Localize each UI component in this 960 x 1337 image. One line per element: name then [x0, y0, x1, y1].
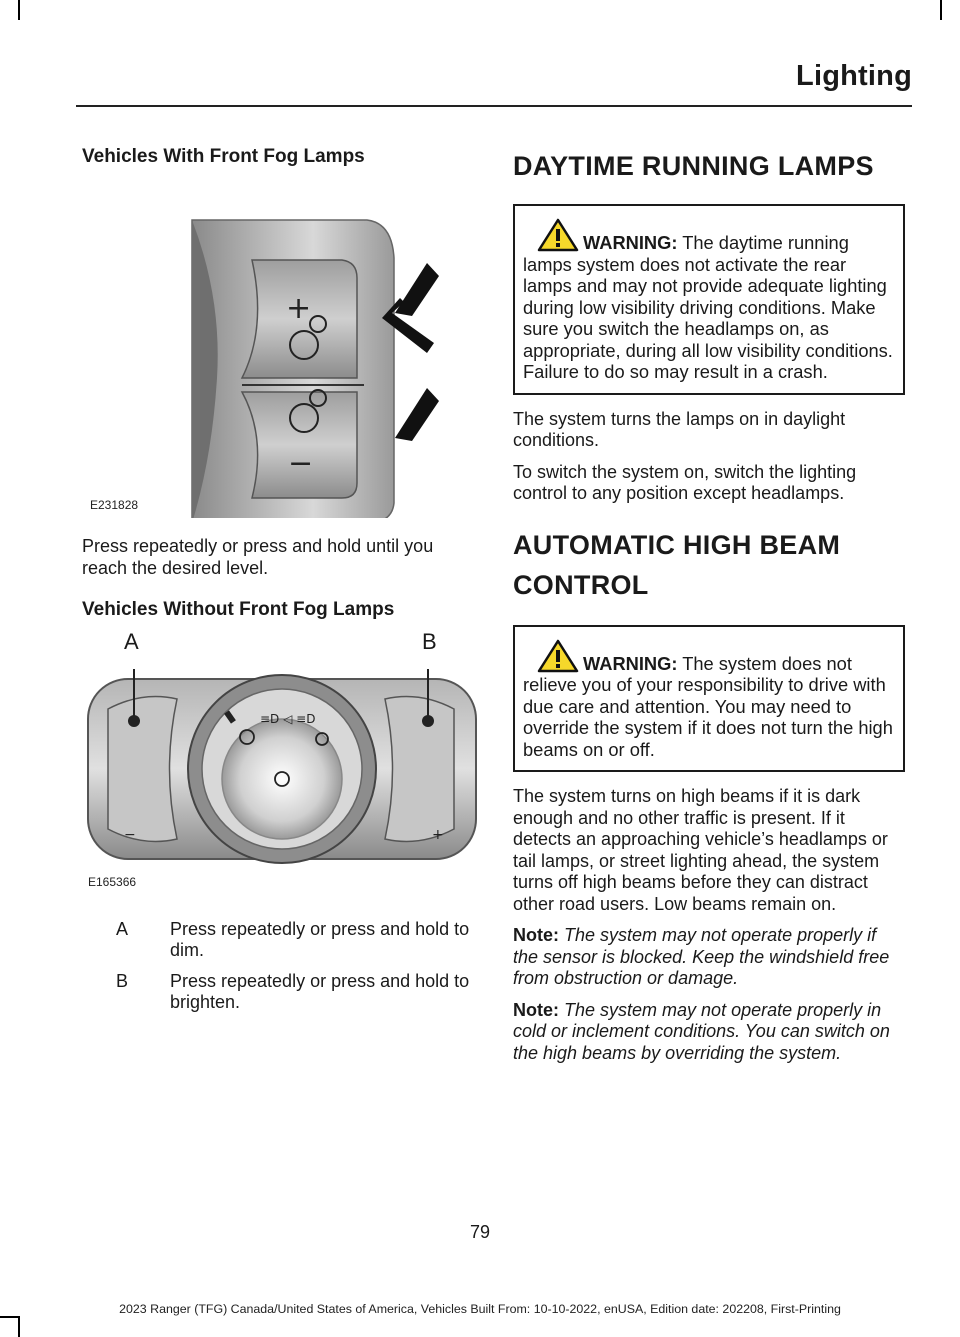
drl-paragraph-2: To switch the system on, switch the lighting control to any position except headlamps.	[513, 461, 857, 503]
callout-legend	[82, 919, 480, 1029]
ahb-heading	[513, 525, 905, 605]
drl-warning-box	[513, 204, 905, 395]
crop-mark-bottom-left-v	[18, 1316, 20, 1337]
ahb-warning-text: The system does not relieve you of your responsibility to drive with due care and attention. You may need to override the system if it does not turn the high beams on or off.	[523, 652, 893, 760]
drl-heading: DAYTIME RUNNING LAMPS	[513, 151, 874, 181]
note-1	[513, 925, 905, 990]
legend-text-a: Press repeatedly or press and hold to dim.	[170, 919, 470, 960]
fog-lamps-heading: Vehicles With Front Fog Lamps	[82, 146, 365, 167]
ahb-heading-line1: AUTOMATIC HIGH BEAM	[513, 529, 841, 560]
page-footer: 2023 Ranger (TFG) Canada/United States of America, Vehicles Built From: 10-10-2022, enUSA, Edition date: 202208, First-Printing	[119, 1302, 841, 1316]
fig1-instruction: Press repeatedly or press and hold until you reach the desired level.	[82, 536, 434, 578]
svg-text:+: +	[286, 291, 312, 326]
ahb-warning	[523, 639, 895, 761]
callout-label-a: A	[124, 629, 139, 654]
page-number: 79	[469, 1222, 491, 1242]
ahb-warning-lead: WARNING:	[583, 652, 678, 674]
note-2-text: The system may not operate properly in cold or inclement conditions. You can switch on the high beams by overriding the system.	[513, 999, 890, 1063]
drl-warning-text: The daytime running lamps system does not activate the rear lamps and may not provide adequate lighting during low visibility driving conditions. Make sure you switch the headlamps on, as appropriate, during all low visibility conditions. Failure to do so may result in a crash.	[523, 232, 893, 382]
crop-mark-top-left	[18, 0, 20, 20]
note-2-lead: Note:	[513, 999, 559, 1020]
crop-mark-top-right	[940, 0, 942, 20]
fog-lamp-switch-illustration	[82, 178, 480, 518]
ahb-paragraph-1: The system turns on high beams if it is dark enough and no other traffic is present. If it detects an approaching vehicle’s headlamps or tail lamps, or street lighting ahead, the system turns off high beams before they can distract other road users. Low beams remain on.	[513, 786, 888, 914]
warning-triangle-icon	[537, 639, 579, 673]
legend-key-a: A	[116, 919, 129, 939]
left-column	[82, 146, 480, 1029]
no-fog-lamps-heading: Vehicles Without Front Fog Lamps	[82, 599, 395, 620]
drl-paragraph-1: The system turns the lamps on in daylight conditions.	[513, 408, 846, 450]
svg-text:≡D ◁ ≡D: ≡D ◁ ≡D	[260, 712, 316, 726]
drl-warning	[523, 218, 895, 383]
drl-warning-lead: WARNING:	[583, 232, 678, 253]
headlamp-switch-illustration	[82, 629, 480, 899]
note-2	[513, 1000, 905, 1065]
svg-text:+: +	[432, 827, 444, 843]
figure-code-1: E231828	[90, 498, 139, 512]
crop-mark-bottom-left	[0, 1316, 20, 1318]
warning-triangle-icon	[537, 218, 579, 252]
legend-text-b: Press repeatedly or press and hold to brighten.	[170, 971, 470, 1012]
note-1-text: The system may not operate properly if the sensor is blocked. Keep the windshield free from obstruction or damage.	[513, 925, 890, 988]
callout-label-b: B	[422, 629, 437, 654]
header-rule	[76, 105, 912, 107]
figure-code-2: E165366	[88, 875, 137, 889]
note-1-lead: Note:	[513, 925, 559, 945]
svg-text:−: −	[288, 446, 314, 481]
ahb-heading-line2: CONTROL	[513, 569, 649, 600]
legend-key-b: B	[116, 971, 129, 991]
svg-text:−: −	[124, 827, 136, 843]
right-column	[513, 146, 905, 1064]
page-title: Lighting	[796, 60, 912, 92]
ahb-warning-box	[513, 625, 905, 773]
figure-headlamp-switch	[82, 629, 480, 899]
figure-fog-lamp-switch	[82, 178, 480, 518]
